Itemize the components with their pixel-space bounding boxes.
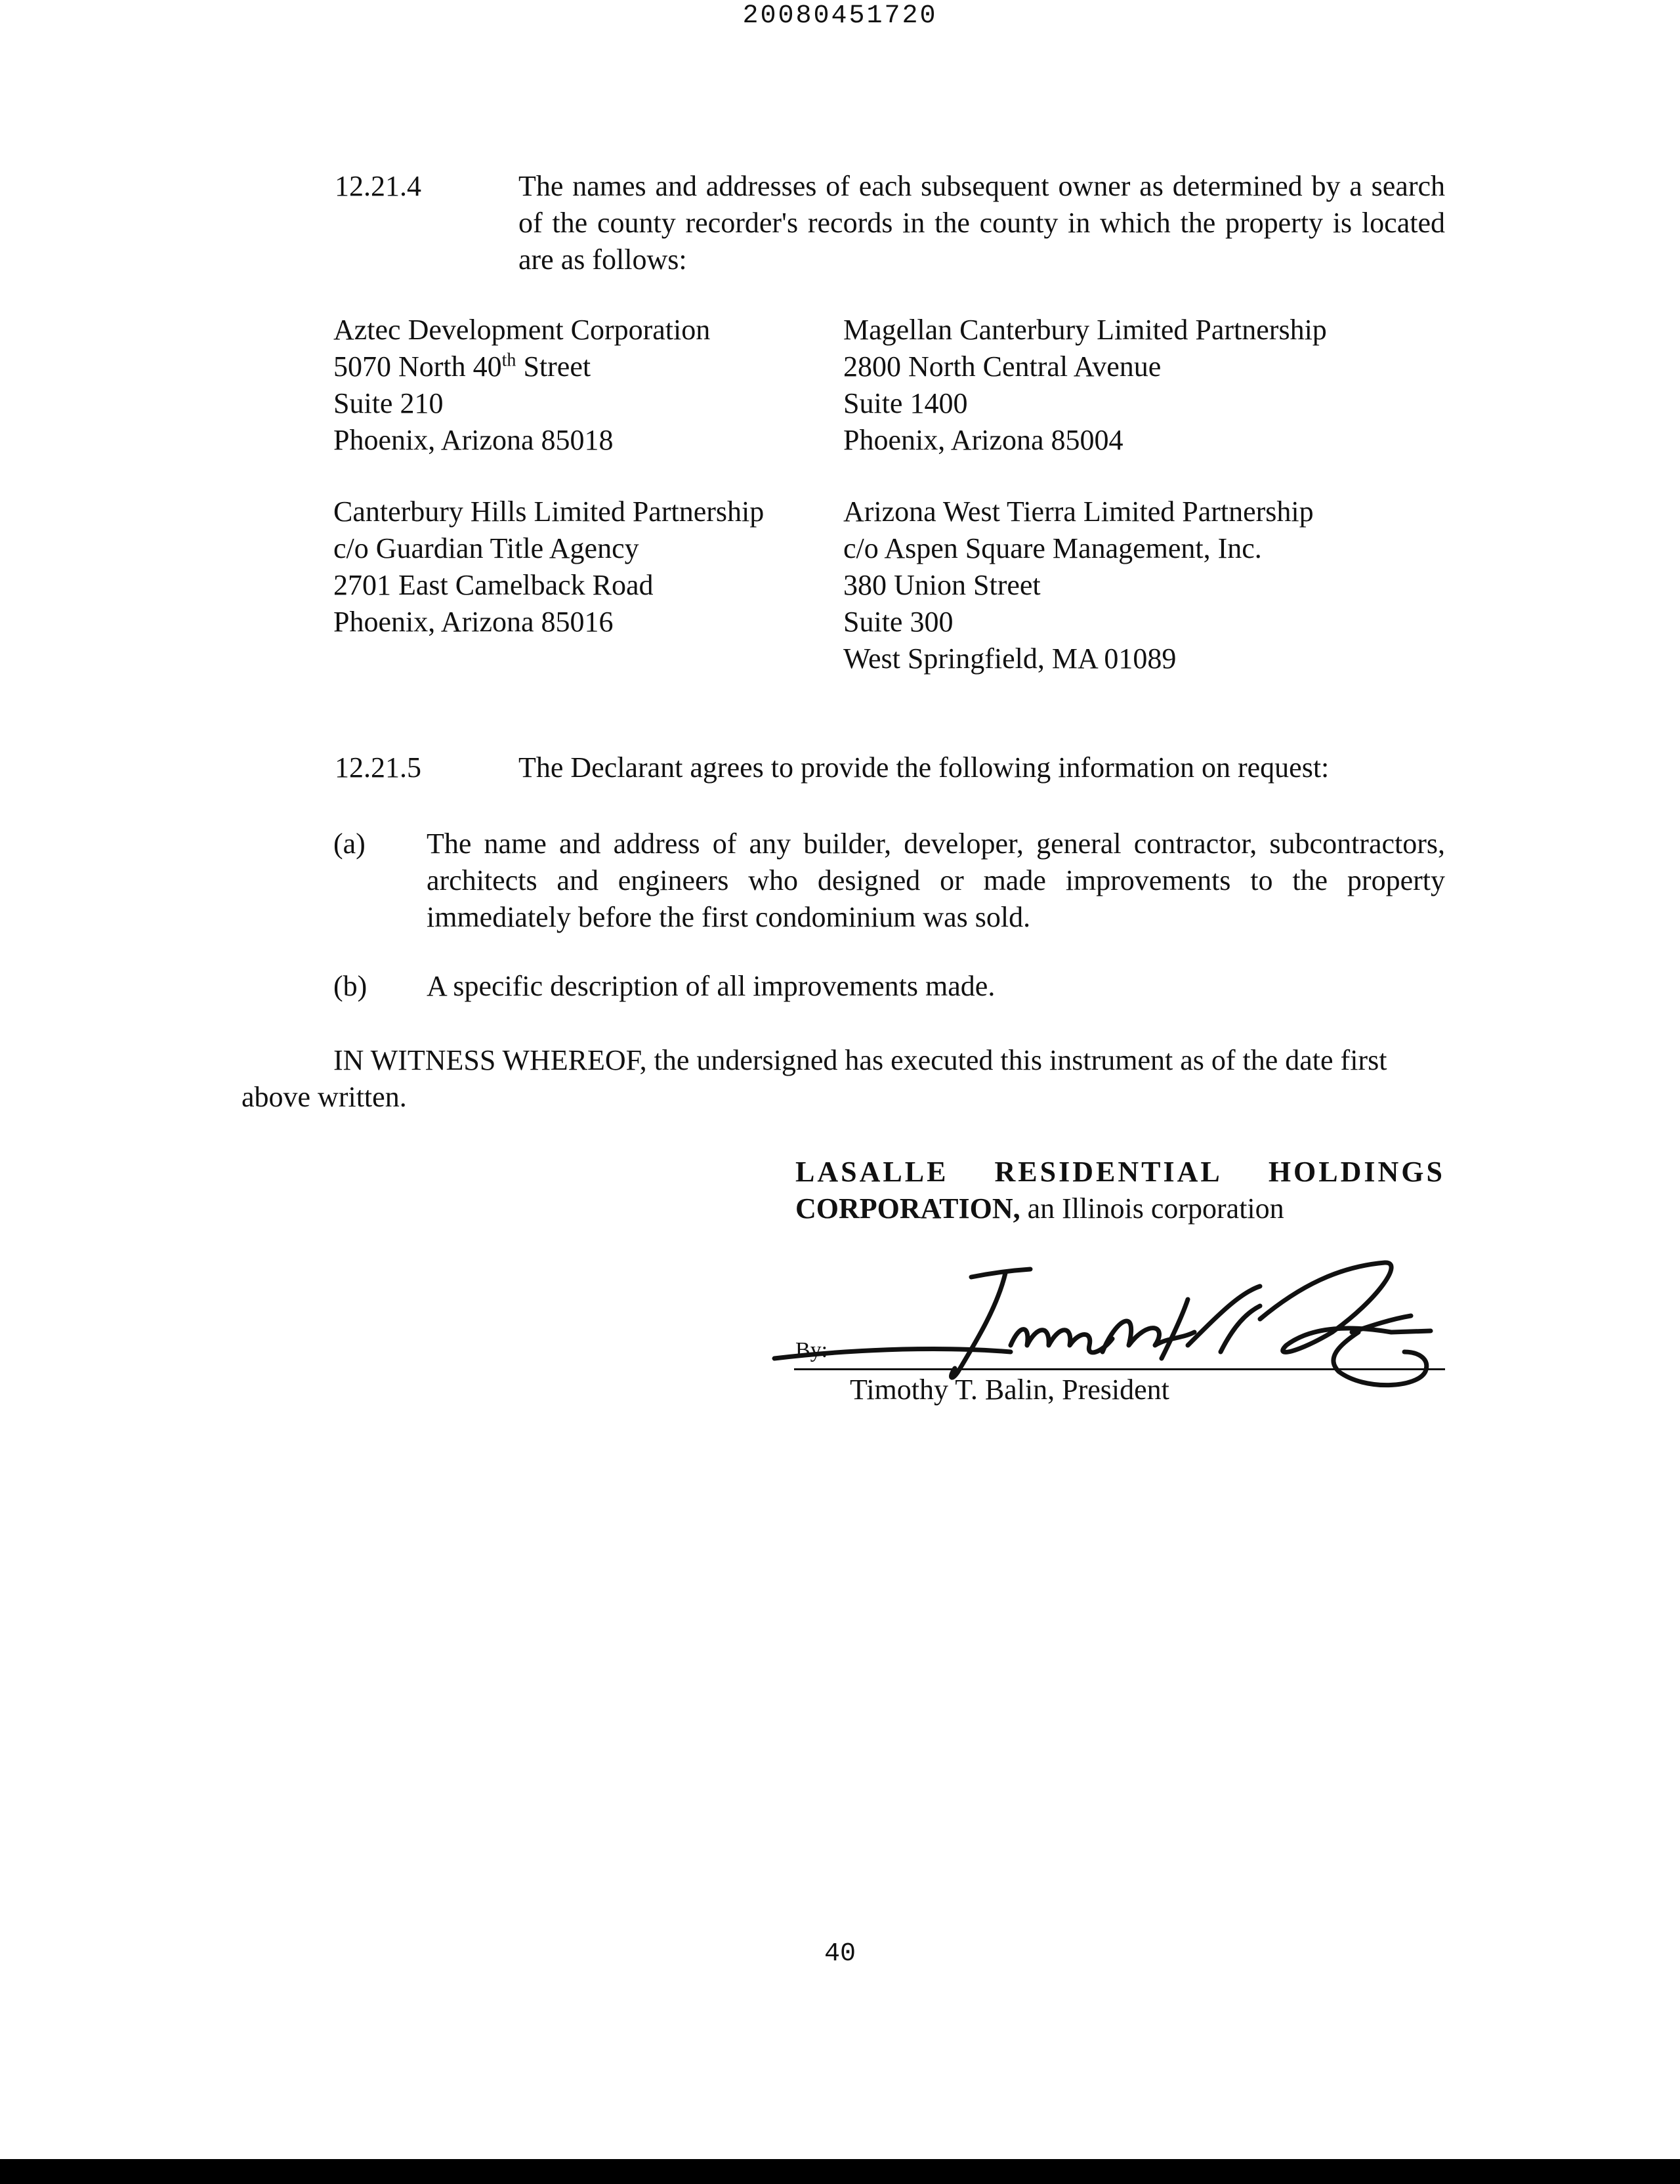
owner-suite: Suite 300 [843,606,954,638]
scan-border [0,2159,1680,2184]
owner-address-aztec [333,312,710,459]
owner-street: 380 Union Street [843,569,1041,601]
owner-city: West Springfield, MA 01089 [843,642,1177,675]
owner-address-magellan [843,312,1327,459]
company-word: HOLDINGS [1268,1156,1445,1188]
by-label: By: [795,1338,828,1362]
item-text-a: The name and address of any builder, developer, general contractor, subcontractors, architects and engineers who designed or made improvements to the property immediately before the first condominium was sold. [427,828,1445,933]
owner-care-of: c/o Guardian Title Agency [333,532,639,564]
section-12-21-5-text: The Declarant agrees to provide the following information on request: [518,751,1330,784]
item-text-b: A specific description of all improvements made. [427,970,996,1002]
item-label-b: (b) [333,970,368,1002]
section-number-12-21-4: 12.21.4 [335,170,421,202]
signer-name-title: Timothy T. Balin, President [850,1374,1169,1406]
owner-street: 5070 North 40th Street [333,350,591,383]
owner-address-arizona-west [843,494,1314,677]
section-number-12-21-5: 12.21.5 [335,751,421,784]
document-number: 20080451720 [742,1,938,31]
company-word: LASALLE [795,1156,949,1188]
owner-suite: Suite 210 [333,387,444,419]
owner-suite: Suite 1400 [843,387,968,419]
company-name-line-1 [795,1154,1445,1190]
owner-city: Phoenix, Arizona 85018 [333,424,614,456]
owner-address-canterbury [333,494,764,640]
owner-name: Magellan Canterbury Limited Partnership [843,314,1327,346]
page-number: 40 [824,1939,856,1969]
owner-care-of: c/o Aspen Square Management, Inc. [843,532,1262,564]
witness-line-1: IN WITNESS WHEREOF, the undersigned has executed this instrument as of the date first [333,1044,1387,1076]
owner-name: Aztec Development Corporation [333,314,711,346]
owner-name: Arizona West Tierra Limited Partnership [843,495,1314,528]
witness-line-2: above written. [242,1081,407,1113]
owner-street: 2800 North Central Avenue [843,350,1162,383]
company-word: RESIDENTIAL [994,1156,1223,1188]
owner-city: Phoenix, Arizona 85004 [843,424,1124,456]
owner-city: Phoenix, Arizona 85016 [333,606,614,638]
owner-street: 2701 East Camelback Road [333,569,654,601]
company-name-line-2: CORPORATION, an Illinois corporation [795,1192,1284,1225]
item-label-a: (a) [333,828,366,860]
owner-name: Canterbury Hills Limited Partnership [333,495,765,528]
section-12-21-4-text: The names and addresses of each subsequent owner as determined by a search of the county recorder's records in the county in which the property is located are as follows: [518,170,1445,276]
